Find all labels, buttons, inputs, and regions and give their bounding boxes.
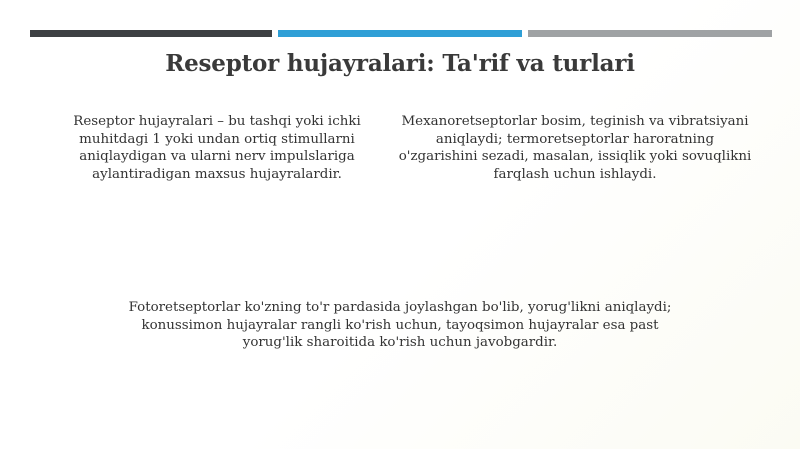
header-bar-gray	[528, 30, 772, 37]
slide-title: Reseptor hujayralari: Ta'rif va turlari	[165, 50, 635, 77]
header-bar-blue	[278, 30, 522, 37]
paragraph-definition: Reseptor hujayralari – bu tashqi yoki ichki muhitdagi 1 yoki undan ortiq stimullarni aniqlaydigan va ularni nerv impulslariga aylantiradigan maxsus hujayralardir.	[73, 114, 361, 182]
paragraph-mechano-thermo: Mexanoretseptorlar bosim, teginish va vibratsiyani aniqlaydi; termoretseptorlar haroratning o'zgarishini sezadi, masalan, issiqlik yoki sovuqlikni farqlash uchun ishlaydi.	[398, 114, 752, 182]
paragraph-photoreceptors: Fotoretseptorlar ko'zning to'r pardasida joylashgan bo'lib, yorug'likni aniqlaydi; konussimon hujayralar rangli ko'rish uchun, tayoqsimon hujayralar esa past yorug'lik sharoitida ko'rish uchun javobgardir.	[128, 300, 672, 350]
header-bar-dark	[30, 30, 272, 37]
